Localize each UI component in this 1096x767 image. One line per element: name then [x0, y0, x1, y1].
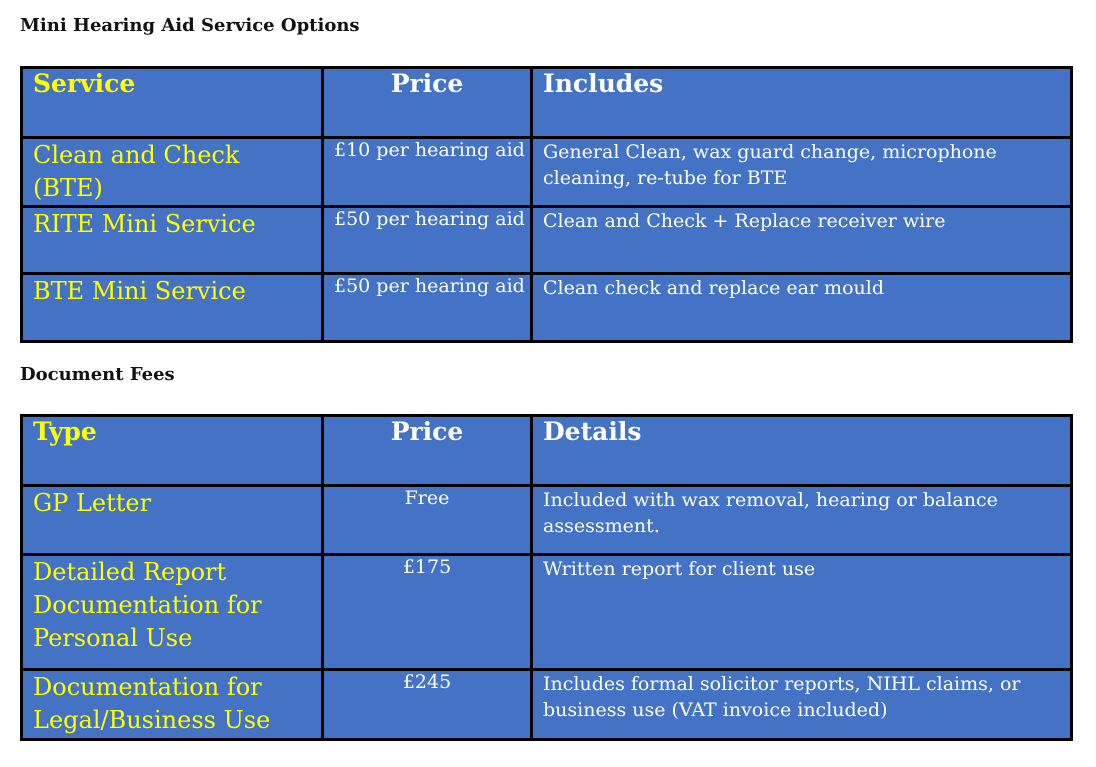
table-row — [22, 274, 1072, 342]
table-row — [22, 138, 1072, 207]
column-header-type: Type — [22, 416, 323, 486]
service-name: Clean and Check (BTE) — [22, 138, 323, 207]
service-price: £10 per hearing aid — [323, 138, 532, 207]
service-price: £50 per hearing aid — [323, 274, 532, 342]
document-details: Written report for client use — [532, 555, 1072, 670]
service-price: £50 per hearing aid — [323, 207, 532, 274]
document-details: Included with wax removal, hearing or balance assessment. — [532, 486, 1072, 555]
document-price: Free — [323, 486, 532, 555]
document-section-title: Document Fees — [20, 364, 175, 385]
service-name: BTE Mini Service — [22, 274, 323, 342]
table-row — [22, 486, 1072, 555]
service-includes: General Clean, wax guard change, microphone cleaning, re-tube for BTE — [532, 138, 1072, 207]
table-row — [22, 207, 1072, 274]
column-header-price: Price — [323, 68, 532, 138]
table-row — [22, 670, 1072, 740]
document-details: Includes formal solicitor reports, NIHL claims, or business use (VAT invoice included) — [532, 670, 1072, 740]
column-header-details: Details — [532, 416, 1072, 486]
document-price: £245 — [323, 670, 532, 740]
column-header-includes: Includes — [532, 68, 1072, 138]
table-row — [22, 555, 1072, 670]
column-header-service: Service — [22, 68, 323, 138]
service-includes: Clean check and replace ear mould — [532, 274, 1072, 342]
document-type: Detailed Report Documentation for Personal Use — [22, 555, 323, 670]
table-header-row — [22, 68, 1072, 138]
document-type: Documentation for Legal/Business Use — [22, 670, 323, 740]
column-header-price: Price — [323, 416, 532, 486]
hearing-section-title: Mini Hearing Aid Service Options — [20, 15, 360, 36]
table-header-row — [22, 416, 1072, 486]
service-name: RITE Mini Service — [22, 207, 323, 274]
document-price: £175 — [323, 555, 532, 670]
hearing-service-table — [20, 66, 1073, 343]
service-includes: Clean and Check + Replace receiver wire — [532, 207, 1072, 274]
document-type: GP Letter — [22, 486, 323, 555]
document-fees-table — [20, 414, 1073, 741]
